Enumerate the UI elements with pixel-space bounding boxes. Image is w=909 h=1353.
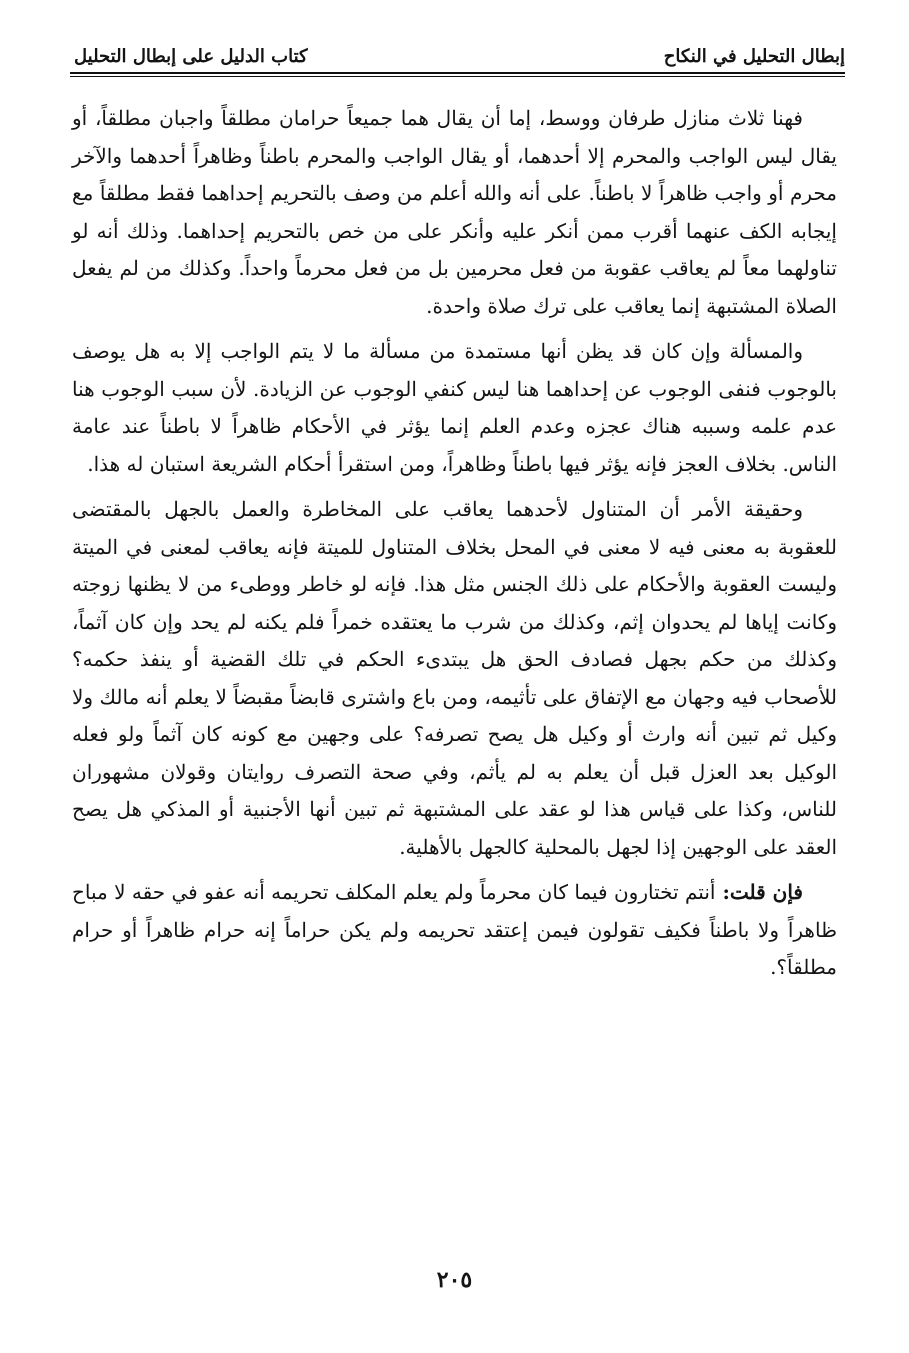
- header-rule-thin: [70, 76, 845, 77]
- page-number: ٢٠٥: [436, 1267, 473, 1293]
- paragraph-4-text: أنتم تختارون فيما كان محرماً ولم يعلم المكلف تحريمه أنه عفو في حقه لا مباح ظاهراً ولا باطناً فكيف تقولون فيمن إعتقد تحريمه ولم يكن حراماً إنه حرام ظاهراً أو حرام مطلقاً؟.: [72, 880, 837, 979]
- paragraph-1-text: فهنا ثلاث منازل طرفان ووسط، إما أن يقال هما جميعاً حرامان مطلقاً واجبان مطلقاً، أو يقال ليس الواجب والمحرم إلا أحدهما، أو يقال الواجب والمحرم باطناً وظاهراً أحدهما والآخر محرم أو واجب ظاهراً لا باطناً. على أنه والله أعلم من وصف بالتحريم إحداهما فقط مطلقاً مع إيجابه الكف عنهما أقرب ممن أنكر عليه وأنكر على من خص بالتحريم إحداهما. وذلك أنه لو تناولهما معاً لم يعاقب عقوبة من فعل محرمين بل من فعل محرماً واحداً. وكذلك من لم يفعل الصلاة المشتبهة إنما يعاقب على ترك صلاة واحدة.: [72, 106, 837, 318]
- paragraph-4-lead: فإن قلت:: [715, 880, 803, 904]
- body-text: [72, 100, 837, 987]
- paragraph-1: [72, 100, 837, 325]
- running-header: [74, 34, 845, 70]
- header-left-title: كتاب الدليل على إبطال التحليل: [74, 46, 308, 67]
- paragraph-2-text: والمسألة وإن كان قد يظن أنها مستمدة من مسألة ما لا يتم الواجب إلا به هل يوصف بالوجوب فنفى الوجوب عن إحداهما هنا ليس كنفي الوجوب عن الزيادة. لأن سبب الوجوب هنا عدم علمه وسببه هناك عجزه وعدم العلم إنما يؤثر في الأحكام ظاهراً لا باطناً عند عامة الناس. بخلاف العجز فإنه يؤثر فيها باطناً وظاهراً، ومن استقرأ أحكام الشريعة استبان له هذا.: [72, 339, 837, 476]
- paragraph-4: [72, 874, 837, 987]
- paragraph-3-text: وحقيقة الأمر أن المتناول لأحدهما يعاقب على المخاطرة والعمل بالجهل بالمقتضى للعقوبة به معنى فيه لا معنى في المحل بخلاف المتناول للميتة فإنه يعاقب لمعنى في الميتة وليست العقوبة والأحكام على ذلك الجنس مثل هذا. فإنه لو خاطر ووطىء من لا يظنها زوجته وكانت إياها لم يحدوان إثم، وكذلك من شرب ما يعتقده خمراً فلم يكنه لم يحد وإن كان آثماً، وكذلك من حكم بجهل فصادف الحق هل يبتدىء الحكم في تلك القضية أو ينفذ حكمه؟ للأصحاب فيه وجهان مع الإتفاق على تأثيمه، ومن باع واشترى قابضاً مقبضاً لا يعلم أنه مالك ولا وكيل ثم تبين أنه وارث أو وكيل هل يصح تصرفه؟ على وجهين مع كونه كان آثماً ولو فعله الوكيل بعد العزل قبل أن يعلم به لم يأثم، وفي صحة التصرف روايتان وقولان مشهوران للناس، وكذا على قياس هذا لو عقد على المشتبهة ثم تبين أنها الأجنبية أو المذكي هل يصح العقد على الوجهين إذا لجهل بالمحلية كالجهل بالأهلية.: [72, 497, 837, 859]
- paragraph-2: [72, 333, 837, 483]
- header-right-title: إبطال التحليل في النكاح: [663, 46, 845, 67]
- header-rule: [70, 72, 845, 74]
- paragraph-3: [72, 491, 837, 866]
